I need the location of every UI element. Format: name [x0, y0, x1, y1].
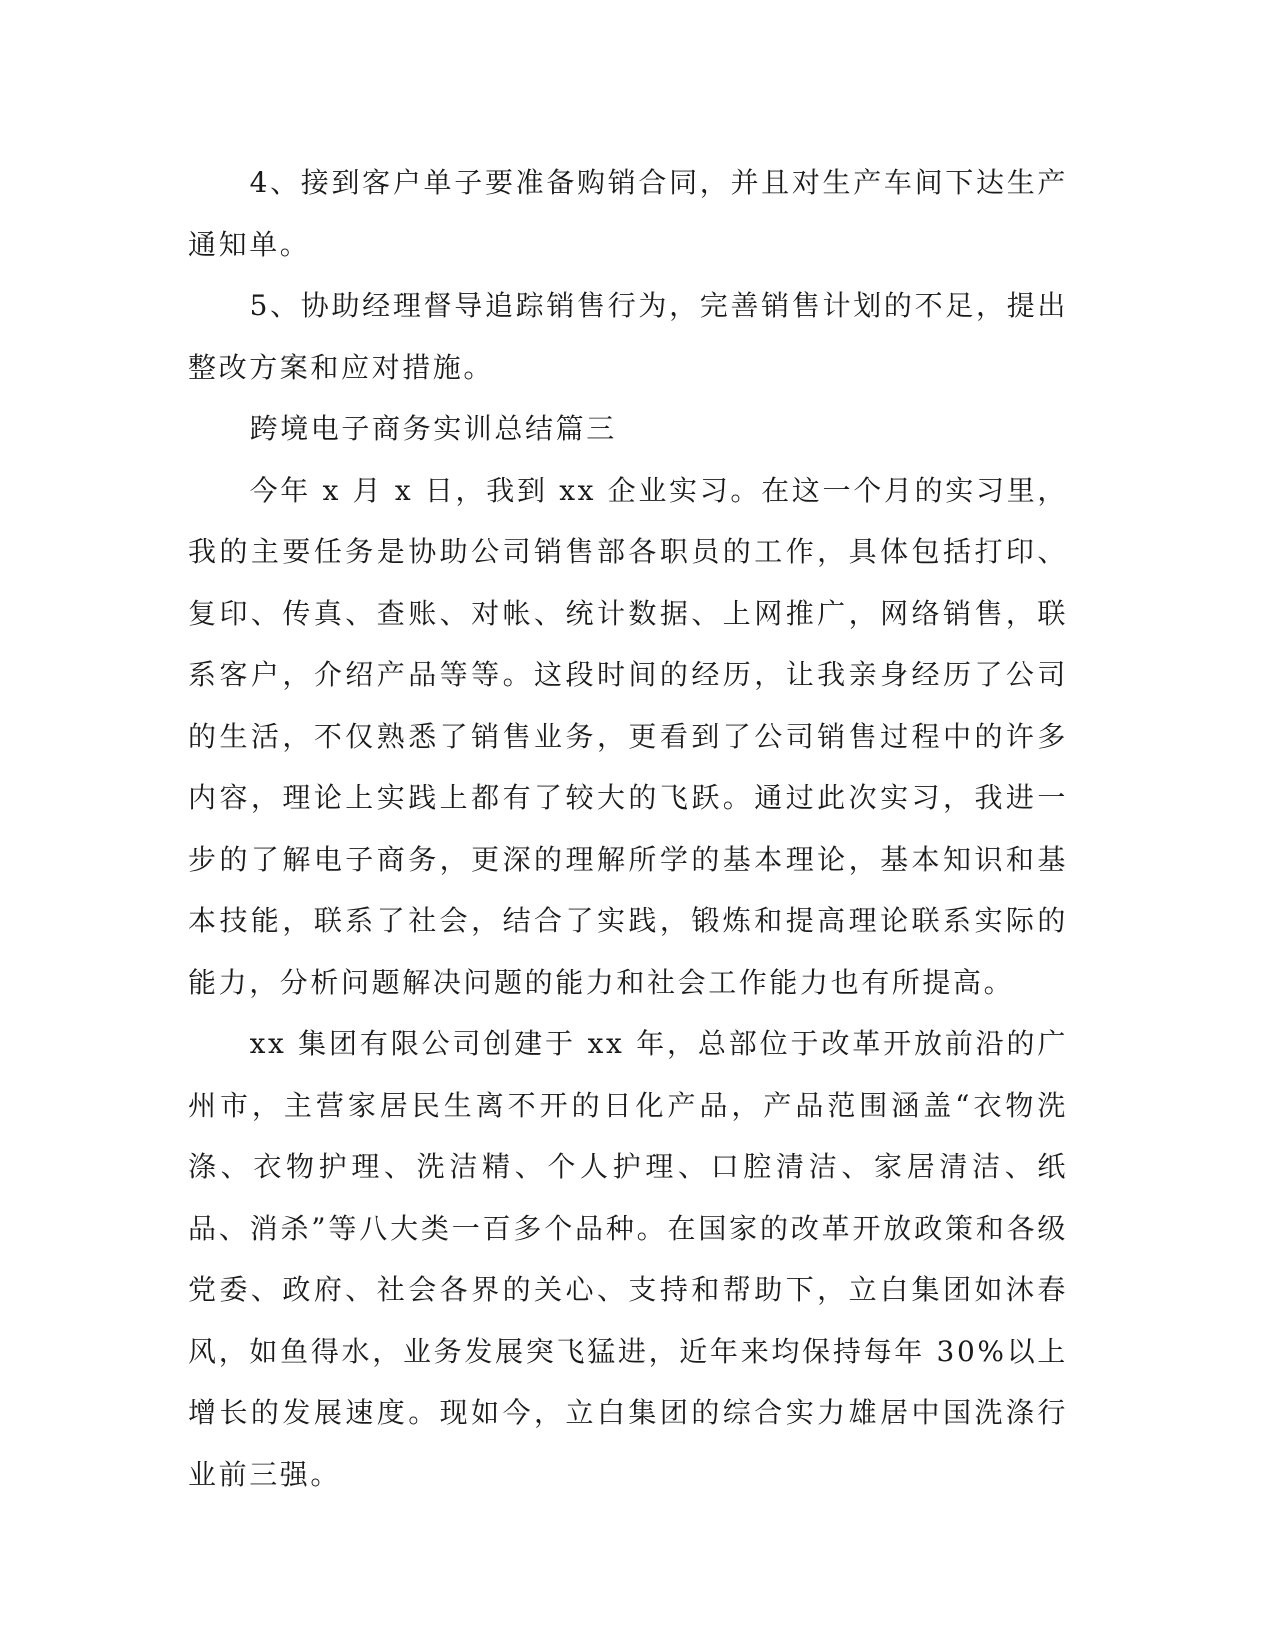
section-heading: 跨境电子商务实训总结篇三: [249, 412, 617, 445]
paragraph-internship: 今年 x 月 x 日，我到 xx 企业实习。在这一个月的实习里，我的主要任务是协助公司销售部各职员的工作，具体包括打印、复印、传真、查账、对帐、统计数据、上网推广，网络销售，联系客户，介绍产品等等。这段时间的经历，让我亲身经历了公司的生活，不仅熟悉了销售业务，更看到了公司销售过程中的许多内容，理论上实践上都有了较大的飞跃。通过此次实习，我进一步的了解电子商务，更深的理解所学的基本理论，基本知识和基本技能，联系了社会，结合了实践，锻炼和提高理论联系实际的能力，分析问题解决问题的能力和社会工作能力也有所提高。: [188, 473, 1068, 999]
paragraph-company: xx 集团有限公司创建于 xx 年，总部位于改革开放前沿的广州市，主营家居民生离不开的日化产品，产品范围涵盖“衣物洗涤、衣物护理、洗洁精、个人护理、口腔清洁、家居清洁、纸品、消杀”等八大类一百多个品种。在国家的改革开放政策和各级党委、政府、社会各界的关心、支持和帮助下，立白集团如沐春风，如鱼得水，业务发展突飞猛进，近年来均保持每年 30%以上增长的发展速度。现如今，立白集团的综合实力雄居中国洗涤行业前三强。: [188, 1027, 1068, 1491]
paragraph-item-5: 5、协助经理督导追踪销售行为，完善销售计划的不足，提出整改方案和应对措施。: [188, 289, 1068, 384]
document-body: [188, 152, 1068, 1505]
paragraph-item-4: 4、接到客户单子要准备购销合同，并且对生产车间下达生产通知单。: [188, 166, 1068, 261]
